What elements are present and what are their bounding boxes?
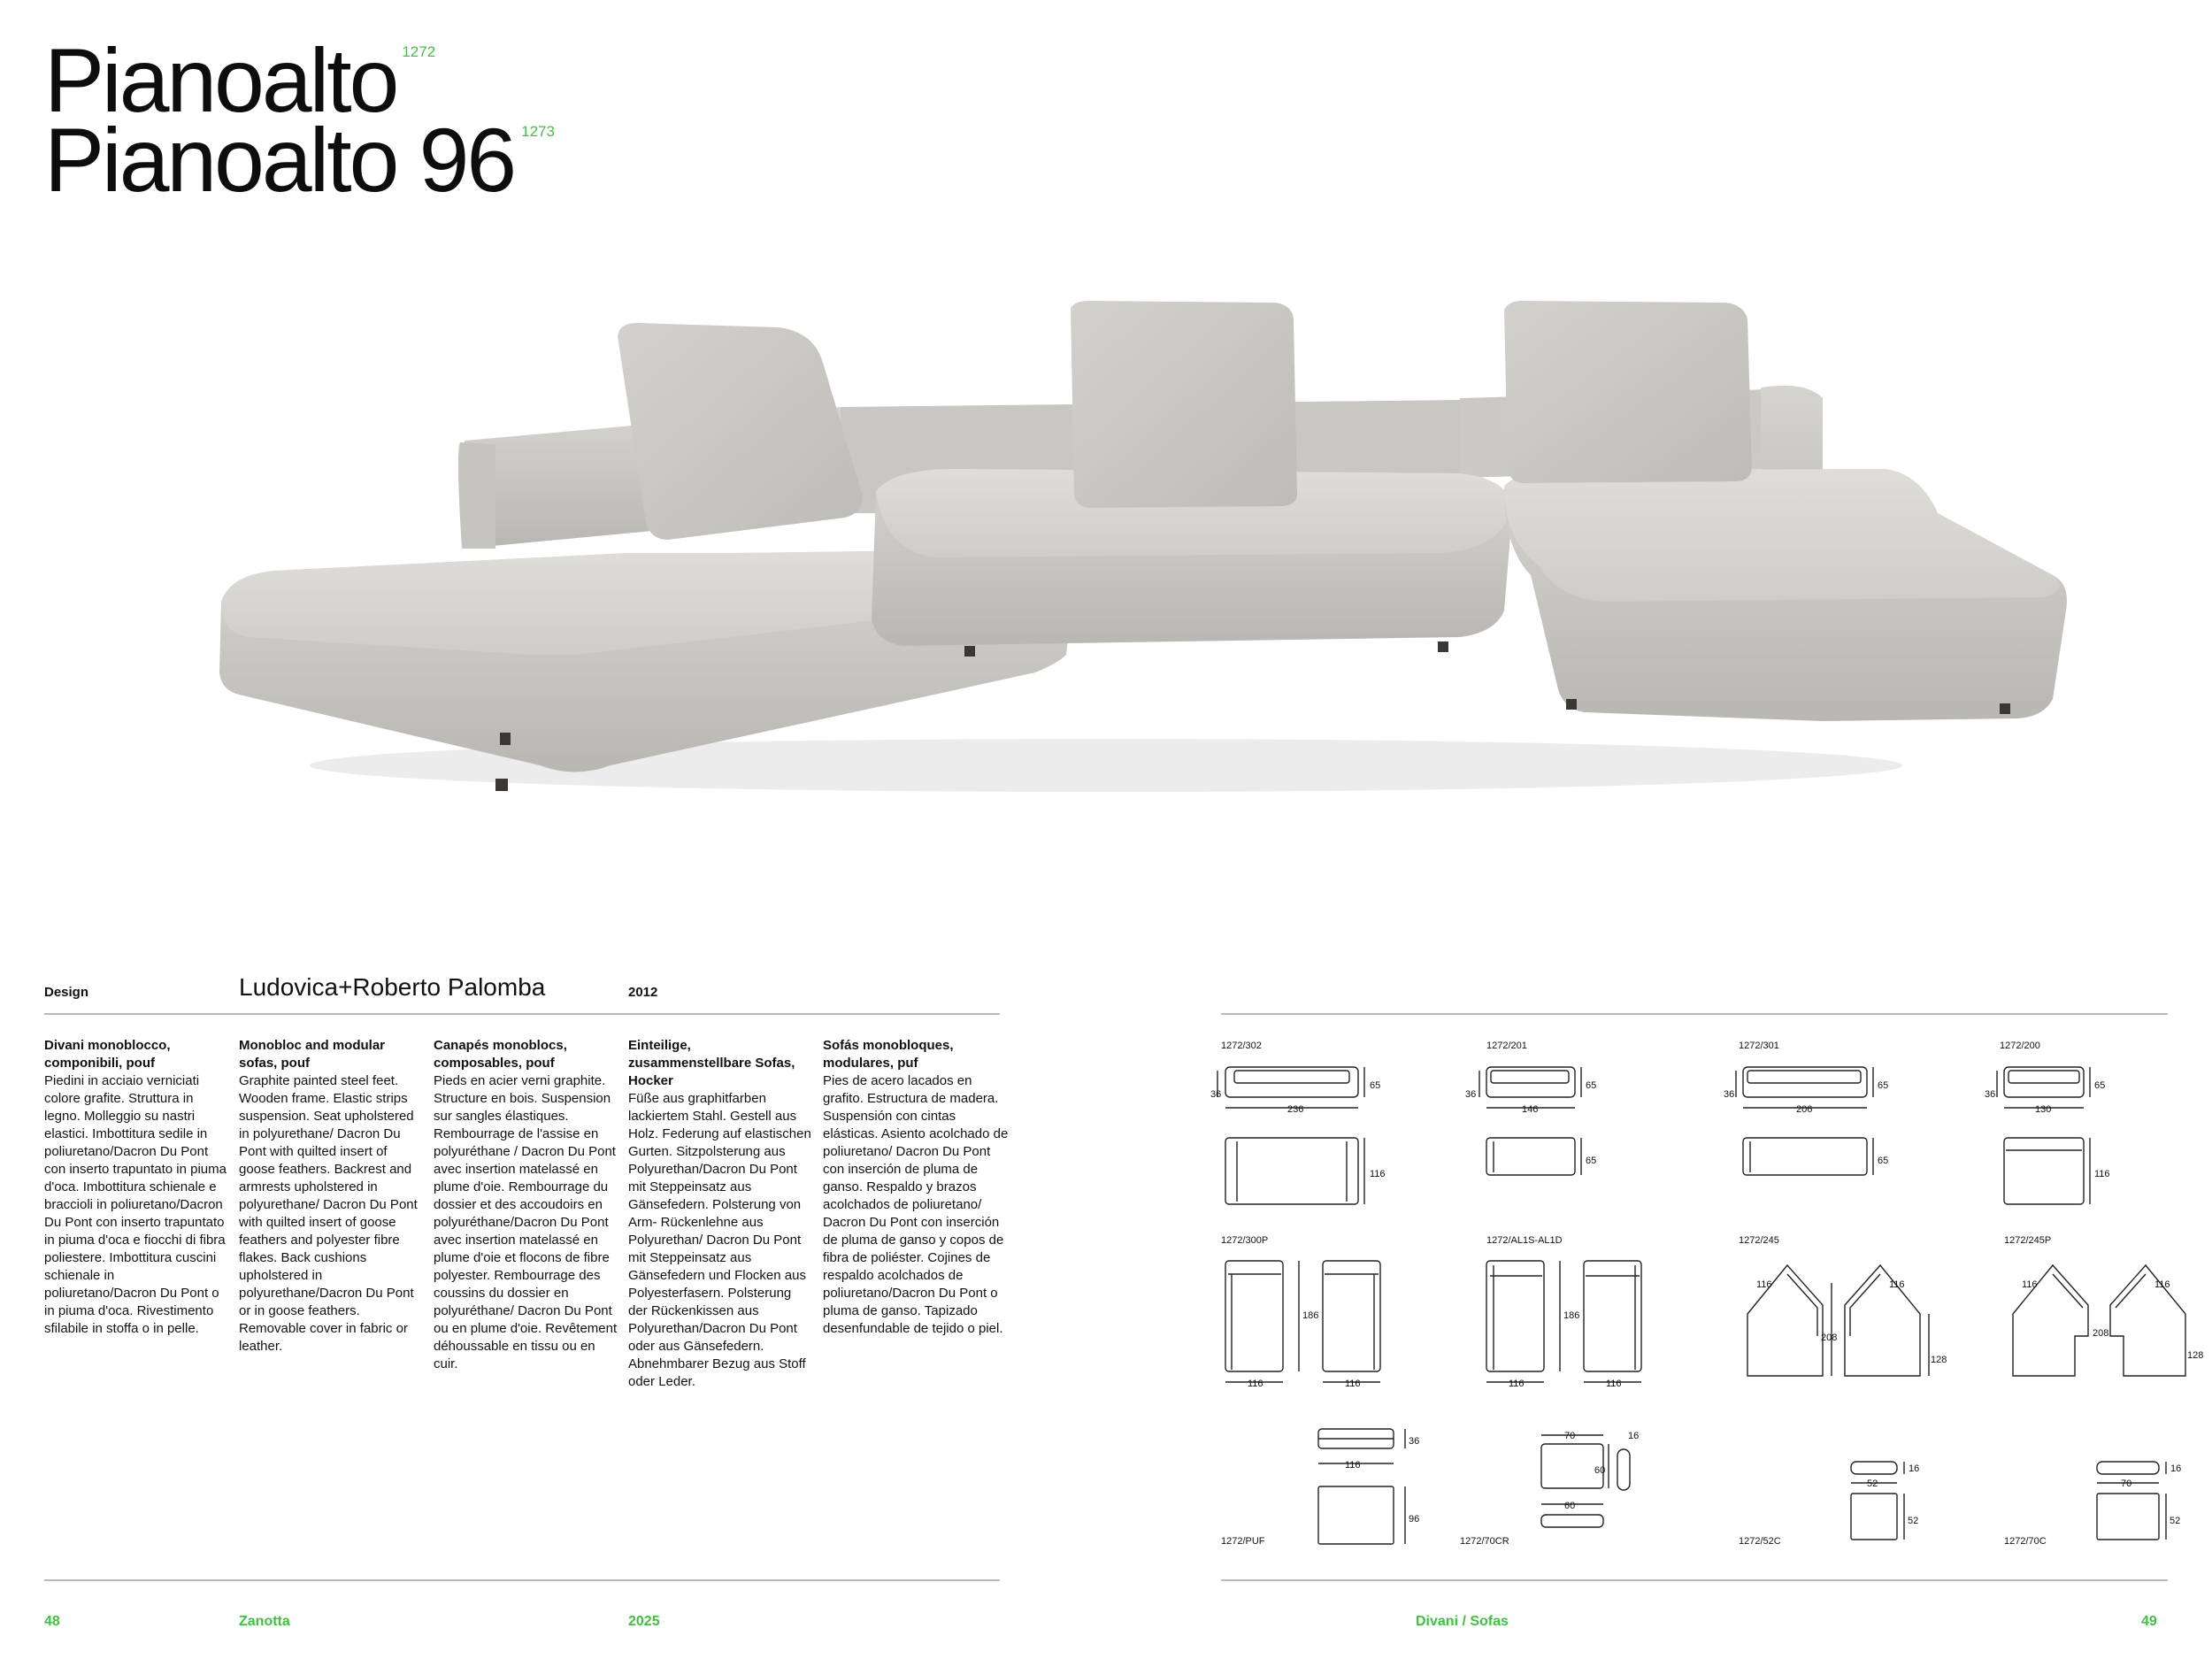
description-text: Pies de acero lacados en grafito. Estructura de madera. Suspensión con cintas elásticas. Asiento acolchado de poliuretano/ Dacron Du Pont con inserción de pluma de ganso. Respaldo y brazos acolchados de poliuretano/ Dacron Du Pont con inserción de pluma de ganso y copos de fibra de poliéster. Cojines de respaldo acolchados de poliuretano/Dacron Du Pont o pluma de ganso. Tapizado desenfundable de tejido o piel. <box>823 1073 1009 1336</box>
drawing-245p <box>2004 1235 2203 1376</box>
dim-d: 186 <box>1302 1310 1319 1321</box>
code-label: 1272/302 <box>1221 1041 1262 1051</box>
dim-w: 236 <box>1287 1104 1304 1115</box>
dim-h: 128 <box>2187 1350 2204 1361</box>
divider-top-right <box>1221 1013 2168 1015</box>
brand-name: Zanotta <box>239 1614 290 1629</box>
description-it <box>44 1037 230 1338</box>
dim-d: 96 <box>1409 1514 1420 1525</box>
code-label: 1272/245 <box>1739 1235 1779 1246</box>
description-fr <box>434 1037 619 1373</box>
dim-h: 16 <box>2170 1463 2182 1474</box>
description-de <box>628 1037 814 1391</box>
code-label: 1272/200 <box>2000 1041 2040 1051</box>
designer-name: Ludovica+Roberto Palomba <box>239 973 546 1001</box>
drawing-70cr <box>1460 1431 1639 1547</box>
code-label: 1272/52C <box>1739 1536 1781 1547</box>
drawing-puf <box>1221 1429 1419 1547</box>
title-text-2: Pianoalto 96 <box>44 110 515 211</box>
code-label: 1272/301 <box>1739 1041 1779 1051</box>
dim-w: 116 <box>1345 1460 1361 1471</box>
description-text: Graphite painted steel feet. Wooden frame. Elastic strips suspension. Seat upholstered in polyurethane/ Dacron Du Pont with quilted insert of goose feathers. Backrest and armrests upholstered in polyurethane/ Dacron Du Pont with quilted insert of goose feathers and polyester fibre flakes. Back cushions upholstered in polyurethane/Dacron Du Pont or in goose feathers. Removable cover in fabric or leather. <box>239 1073 418 1354</box>
dim-w1: 116 <box>1248 1379 1263 1389</box>
dim-d: 65 <box>1586 1156 1597 1166</box>
code-label: 1272/245P <box>2004 1235 2052 1246</box>
design-year: 2012 <box>628 985 658 1000</box>
drawing-301 <box>1724 1041 1888 1175</box>
code-label: 1272/70C <box>2004 1536 2047 1547</box>
dim-w: 206 <box>1796 1104 1813 1115</box>
dim-d: 65 <box>1878 1156 1889 1166</box>
dim-d: 116 <box>2094 1169 2110 1179</box>
dim-w: 70 <box>1564 1431 1576 1441</box>
code-label: 1272/70CR <box>1460 1536 1509 1547</box>
technical-drawings <box>1210 1026 2204 1566</box>
code-1273: 1273 <box>521 123 555 140</box>
page-number-right: 49 <box>2141 1614 2157 1629</box>
drawing-201 <box>1465 1041 1596 1175</box>
drawing-52c <box>1739 1462 1919 1547</box>
code-label: 1272/AL1S-AL1D <box>1486 1235 1563 1246</box>
drawing-300p <box>1221 1235 1380 1389</box>
divider-top-left <box>44 1013 1000 1015</box>
dim-w: 52 <box>1867 1479 1878 1489</box>
sofa-photo <box>204 283 2097 814</box>
dim-h2: 65 <box>2094 1080 2106 1091</box>
drawing-245 <box>1739 1235 1947 1376</box>
description-heading: Sofás monobloques, modulares, puf <box>823 1038 954 1071</box>
description-en <box>239 1037 425 1356</box>
dim-b: 116 <box>1889 1279 1905 1290</box>
dim-w2: 116 <box>1606 1379 1622 1389</box>
dim-h2: 65 <box>1878 1080 1889 1091</box>
design-label: Design <box>44 985 89 1000</box>
description-heading: Divani monoblocco, componibili, pouf <box>44 1038 171 1071</box>
description-es <box>823 1037 1009 1338</box>
dim-b: 116 <box>2154 1279 2170 1290</box>
dim-h: 36 <box>1465 1089 1477 1100</box>
drawing-al1s-al1d <box>1486 1235 1641 1389</box>
drawing-302 <box>1210 1041 1386 1204</box>
dim-d: 208 <box>1821 1333 1838 1343</box>
description-text: Füße aus graphitfarben lackiertem Stahl. Gestell aus Holz. Federung auf elastischen Gurten. Sitzpolsterung aus Polyurethan/Dacron Du Pont mit Steppeinsatz aus Gänsefedern. Polsterung von Arm- Rückenlehne aus Polyurethan/ Dacron Du Pont mit Steppeinsatz aus Gänsefedern und Flocken aus Polyesterfasern. Polsterung der Rückenkissen aus Polyurethan/Dacron Du Pont oder aus Gänsefedern. Abnehmbarer Bezug aus Stoff oder Leder. <box>628 1091 811 1389</box>
dim-h: 36 <box>1409 1436 1420 1447</box>
dim-w: 146 <box>1522 1104 1539 1115</box>
description-heading: Monobloc and modular sofas, pouf <box>239 1038 385 1071</box>
footer-year: 2025 <box>628 1614 660 1629</box>
divider-bottom-left <box>44 1579 1000 1581</box>
dim-h2: 65 <box>1586 1080 1597 1091</box>
dim-d: 52 <box>1908 1516 1919 1526</box>
dim-h: 16 <box>1628 1431 1640 1441</box>
dim-h: 128 <box>1931 1355 1947 1365</box>
dim-h: 36 <box>1985 1089 1996 1100</box>
description-text: Pieds en acier verni graphite. Structure en bois. Suspension sur sangles élastiques. Rembourrage de l'assise en polyuréthane / Dacron Du Pont avec insertion matelassé en plume d'oie. Rembourrage du dossier et des accoudoirs en polyuréthane/Dacron Du Pont avec insertion matelassé en plume d'oie et flocons de fibre polyester. Rembourrage des coussins du dossier en polyuréthane/ Dacron Du Pont ou en plume d'oie. Revêtement déhoussable en tissu ou en cuir. <box>434 1073 618 1371</box>
dim-w2: 116 <box>1345 1379 1361 1389</box>
dim-w: 70 <box>2121 1479 2132 1489</box>
dim-d: 208 <box>2093 1328 2109 1339</box>
code-label: 1272/PUF <box>1221 1536 1265 1547</box>
dim-d: 52 <box>2170 1516 2181 1526</box>
code-label: 1272/300P <box>1221 1235 1269 1246</box>
dim-w2: 60 <box>1564 1501 1576 1511</box>
code-label: 1272/201 <box>1486 1041 1527 1051</box>
description-text: Piedini in acciaio verniciati colore grafite. Struttura in legno. Molleggio su nastri elastici. Imbottitura sedile in poliuretano/Dacron Du Pont con inserto trapuntato in piuma d'oca. Imbottitura schienale e braccioli in poliuretano/Dacron Du Pont con inserto trapuntato in piuma d'oca e fiocchi di fibra poliestere. Imbottitura cuscini schienale in poliuretano/Dacron Du Pont o in piuma d'oca. Rivestimento sfilabile in stoffa o in pelle. <box>44 1073 227 1336</box>
code-1272: 1272 <box>402 43 436 60</box>
dim-d: 186 <box>1563 1310 1580 1321</box>
dim-h: 36 <box>1210 1089 1222 1100</box>
dim-w1: 116 <box>1509 1379 1525 1389</box>
dim-h2: 65 <box>1370 1080 1381 1091</box>
drawing-70c <box>2004 1462 2181 1547</box>
drawing-200 <box>1985 1041 2110 1204</box>
dim-d: 60 <box>1594 1465 1606 1476</box>
title-text-1: Pianoalto <box>44 30 397 131</box>
description-heading: Einteilige, zusammenstellbare Sofas, Hocker <box>628 1038 795 1088</box>
description-heading: Canapés monoblocs, composables, pouf <box>434 1038 567 1071</box>
dim-a: 116 <box>1756 1279 1772 1290</box>
dim-h: 16 <box>1909 1463 1920 1474</box>
dim-d: 116 <box>1370 1169 1386 1179</box>
section-name: Divani / Sofas <box>1416 1614 1509 1629</box>
page-number-left: 48 <box>44 1614 60 1629</box>
dim-h: 36 <box>1724 1089 1735 1100</box>
dim-a: 116 <box>2022 1279 2038 1290</box>
dim-w: 130 <box>2035 1104 2052 1115</box>
title-pianoalto-96 <box>44 110 555 211</box>
divider-bottom-right <box>1221 1579 2168 1581</box>
